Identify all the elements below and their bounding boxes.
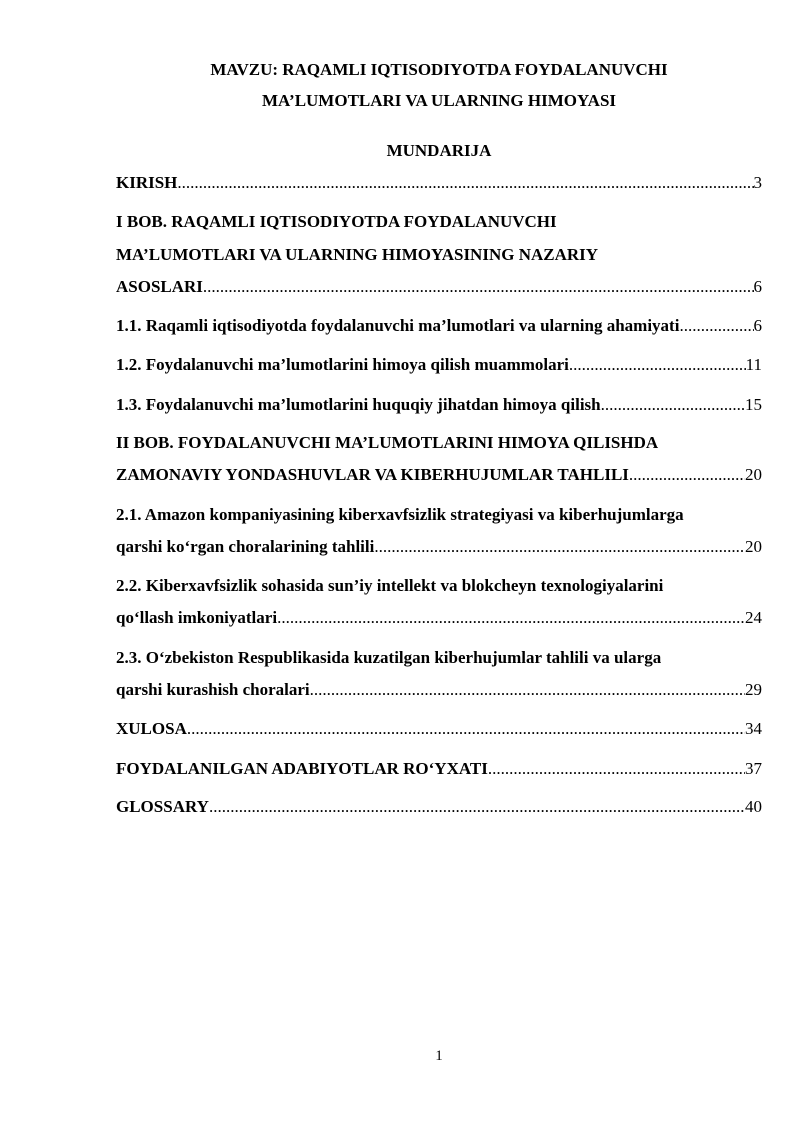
- title-line-1: MAVZU: RAQAMLI IQTISODIYOTDA FOYDALANUVCHI: [210, 60, 668, 79]
- toc-2-3-line-1: 2.3. O‘zbekiston Respublikasida kuzatilgan kiberhujumlar tahlili va ularga: [116, 648, 662, 667]
- toc-page-number: 20: [745, 537, 762, 556]
- contents-heading: MUNDARIJA: [386, 141, 492, 160]
- toc-page-number: 29: [745, 680, 762, 699]
- toc-leader: [277, 608, 745, 628]
- toc-label: 1.2. Foydalanuvchi ma’lumotlarini himoya qilish muammolari: [116, 355, 569, 374]
- toc-entry-2-2[interactable]: [116, 608, 762, 628]
- toc-entry-2-3[interactable]: [116, 680, 762, 700]
- toc-entry-bob2[interactable]: [116, 465, 762, 485]
- toc-bob1-line-2: MA’LUMOTLARI VA ULARNING HIMOYASINING NAZARIY: [116, 245, 599, 264]
- toc-bob1-line-1: I BOB. RAQAMLI IQTISODIYOTDA FOYDALANUVCHI: [116, 212, 557, 231]
- toc-page-number: 40: [745, 797, 762, 816]
- toc-leader: [310, 680, 745, 700]
- toc-page-number: 20: [745, 465, 762, 484]
- toc-label: qarshi ko‘rgan choralarining tahlili: [116, 537, 375, 556]
- toc-leader: [209, 797, 745, 817]
- toc-label: ZAMONAVIY YONDASHUVLAR VA KIBERHUJUMLAR TAHLILI: [116, 465, 629, 484]
- toc-leader: [679, 316, 753, 336]
- toc-page-number: 6: [753, 277, 762, 296]
- toc-entry-kirish[interactable]: [116, 173, 762, 193]
- toc-label: GLOSSARY: [116, 797, 209, 816]
- toc-label: KIRISH: [116, 173, 178, 192]
- toc-page-number: 6: [753, 316, 762, 335]
- toc-bob2-line-1: II BOB. FOYDALANUVCHI MA’LUMOTLARINI HIMOYA QILISHDA: [116, 433, 659, 452]
- toc-leader: [488, 759, 745, 779]
- toc-entry-adabiyotlar[interactable]: [116, 759, 762, 779]
- title-line-2: MA’LUMOTLARI VA ULARNING HIMOYASI: [261, 91, 617, 110]
- toc-page-number: 34: [745, 719, 762, 738]
- toc-label: qarshi kurashish choralari: [116, 680, 310, 699]
- toc-page-number: 24: [745, 608, 762, 627]
- toc-entry-1-3[interactable]: [116, 395, 762, 415]
- toc-leader: [203, 277, 754, 297]
- toc-label: FOYDALANILGAN ADABIYOTLAR RO‘YXATI: [116, 759, 488, 778]
- toc-page-number: 3: [753, 173, 762, 192]
- toc-leader: [187, 719, 745, 739]
- toc-leader: [601, 395, 745, 415]
- toc-leader: [629, 465, 745, 485]
- toc-label: XULOSA: [116, 719, 187, 738]
- toc-label: 1.1. Raqamli iqtisodiyotda foydalanuvchi ma’lumotlari va ularning ahamiyati: [116, 316, 680, 335]
- page-number: 1: [435, 1048, 443, 1064]
- toc-entry-2-1[interactable]: [116, 537, 762, 557]
- toc-leader: [177, 173, 753, 193]
- toc-page-number: 11: [745, 355, 762, 374]
- toc-2-2-line-1: 2.2. Kiberxavfsizlik sohasida sun’iy intellekt va blokcheyn texnologiyalarini: [116, 576, 664, 595]
- toc-page-number: 37: [745, 759, 762, 778]
- toc-entry-xulosa[interactable]: [116, 719, 762, 739]
- toc-leader: [374, 537, 745, 557]
- toc-label: 1.3. Foydalanuvchi ma’lumotlarini huquqiy jihatdan himoya qilish: [116, 395, 601, 414]
- toc-entry-bob1[interactable]: [116, 277, 762, 297]
- toc-label: ASOSLARI: [116, 277, 203, 296]
- toc-leader: [569, 355, 746, 375]
- toc-2-1-line-1: 2.1. Amazon kompaniyasining kiberxavfsizlik strategiyasi va kiberhujumlarga: [116, 505, 684, 524]
- toc-label: qo‘llash imkoniyatlari: [116, 608, 278, 627]
- toc-entry-1-2[interactable]: [116, 355, 762, 375]
- toc-entry-glossary[interactable]: [116, 797, 762, 817]
- toc-page-number: 15: [745, 395, 762, 414]
- toc-entry-1-1[interactable]: [116, 316, 762, 336]
